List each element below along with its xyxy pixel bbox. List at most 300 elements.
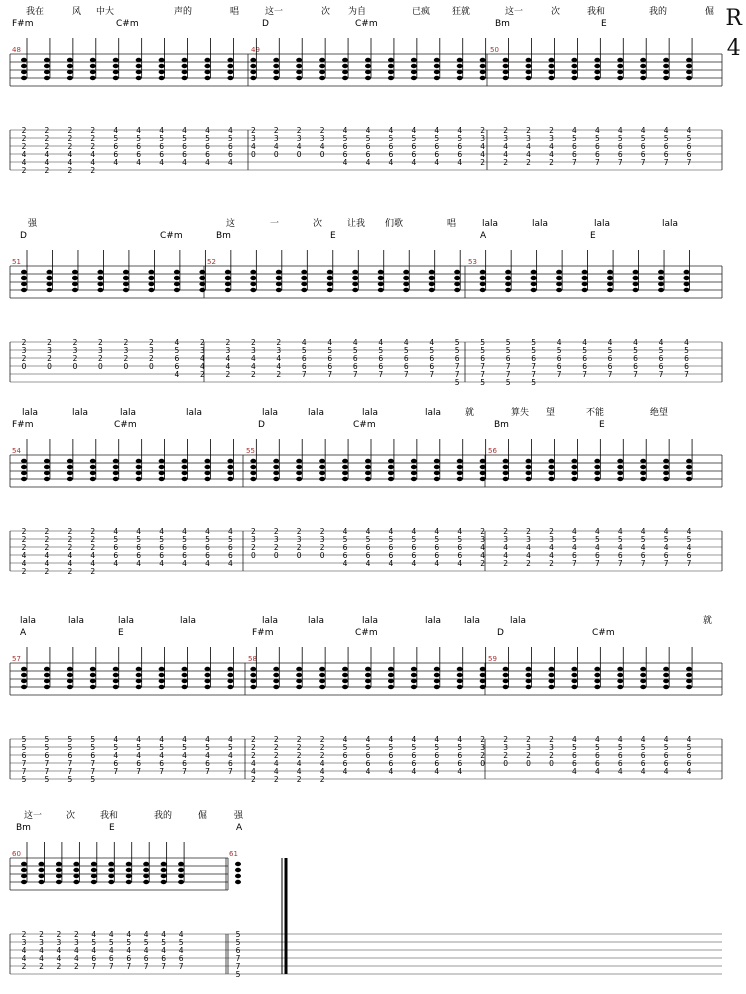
tab-fret: 4: [90, 150, 96, 159]
tab-fret: 5: [531, 378, 537, 387]
note-head: [204, 471, 210, 475]
note-head: [686, 477, 692, 481]
tab-fret: 0: [273, 150, 279, 159]
tab-fret: 5: [434, 743, 440, 752]
tab-fret: 6: [663, 142, 669, 151]
tab-fret: 6: [582, 362, 587, 371]
note-head: [571, 471, 577, 475]
tab-fret: 4: [411, 559, 417, 568]
tab-fret: 6: [617, 150, 623, 159]
note-head: [97, 282, 103, 286]
tab-fret: 4: [526, 142, 531, 151]
tab-fret: 6: [228, 543, 233, 552]
note-head: [113, 667, 119, 671]
tab-fret: 3: [549, 535, 554, 544]
tab-fret: 5: [531, 338, 537, 347]
note-head: [38, 868, 44, 872]
tab-fret: 4: [686, 767, 692, 776]
note-head: [319, 471, 325, 475]
tab-fret: 7: [378, 370, 384, 379]
note-head: [594, 679, 600, 683]
note-head: [296, 477, 302, 481]
note-head: [136, 64, 142, 68]
measure-number: 51: [12, 258, 21, 266]
tab-fret: 3: [250, 535, 256, 544]
tab-fret: 4: [73, 946, 79, 955]
tab-fret: 6: [403, 362, 409, 371]
tab-fret: 2: [526, 126, 531, 135]
tab-fret: 3: [73, 938, 79, 947]
note-head: [113, 471, 119, 475]
tab-fret: 4: [136, 735, 142, 744]
tab-fret: 0: [526, 759, 531, 768]
lyric-syllable: 就: [465, 408, 475, 418]
note-head: [378, 276, 384, 280]
tab-fret: 7: [556, 370, 562, 379]
tab-fret: 4: [21, 158, 27, 167]
tab-fret: 7: [21, 767, 27, 776]
lyric-syllable: lala: [532, 219, 549, 229]
tab-fret: 2: [90, 166, 96, 175]
tab-fret: 4: [388, 559, 394, 568]
tab-fret: 6: [434, 551, 440, 560]
note-head: [204, 70, 210, 74]
note-head: [21, 288, 27, 292]
tab-fret: 4: [178, 946, 184, 955]
tab-fret: 2: [296, 527, 302, 536]
note-head: [273, 477, 279, 481]
tab-fret: 6: [457, 759, 463, 768]
note-head: [457, 679, 463, 683]
note-head: [571, 685, 577, 689]
tab-fret: 7: [572, 158, 577, 167]
note-head: [352, 282, 358, 286]
note-head: [531, 282, 537, 286]
note-head: [571, 673, 577, 677]
note-head: [640, 685, 646, 689]
note-head: [434, 667, 440, 671]
tab-fret: 6: [572, 759, 577, 768]
tab-fret: 2: [319, 751, 325, 760]
tab-fret: 4: [457, 126, 463, 135]
chord-symbol: A: [236, 823, 243, 833]
tab-fret: 4: [480, 551, 486, 560]
chord-symbol: F#m: [12, 19, 34, 29]
tab-fret: 2: [199, 338, 205, 347]
tab-fret: 4: [411, 735, 417, 744]
note-head: [21, 282, 27, 286]
note-head: [365, 667, 371, 671]
chord-symbol: A: [480, 231, 487, 241]
note-head: [607, 282, 613, 286]
tab-fret: 7: [480, 370, 486, 379]
note-head: [480, 459, 486, 463]
note-head: [480, 288, 486, 292]
tab-fret: 4: [90, 551, 96, 560]
note-head: [526, 471, 532, 475]
tab-fret: 2: [503, 735, 508, 744]
note-head: [143, 880, 149, 884]
note-head: [273, 667, 279, 671]
tab-fret: 5: [480, 338, 486, 347]
tab-fret: 4: [21, 551, 27, 560]
note-head: [480, 76, 486, 80]
note-head: [457, 465, 463, 469]
tab-fret: 4: [503, 543, 508, 552]
lyric-syllable: 算失: [511, 408, 530, 418]
note-head: [182, 673, 188, 677]
tab-fret: 5: [617, 134, 623, 143]
lyric-syllable: lala: [262, 408, 279, 418]
tab-fret: 4: [159, 559, 164, 568]
note-head: [159, 673, 165, 677]
note-head: [113, 679, 119, 683]
note-head: [571, 679, 577, 683]
tab-fret: 6: [205, 142, 210, 151]
note-head: [148, 282, 154, 286]
note-head: [454, 270, 460, 274]
note-head: [227, 477, 233, 481]
tab-fret: 6: [342, 142, 348, 151]
tab-fret: 4: [319, 142, 325, 151]
tab-fret: 6: [228, 551, 233, 560]
tab-fret: 4: [126, 946, 132, 955]
tab-fret: 5: [352, 346, 358, 355]
tab-fret: 5: [342, 535, 348, 544]
note-head: [378, 270, 384, 274]
note-head: [640, 465, 646, 469]
note-head: [73, 868, 79, 872]
tab-fret: 4: [365, 158, 371, 167]
tab-fret: 4: [582, 338, 587, 347]
note-head: [526, 70, 532, 74]
lyric-syllable: 这一: [505, 7, 524, 17]
tab-fret: 4: [56, 954, 62, 963]
tab-fret: 4: [199, 362, 205, 371]
tab-fret: 2: [276, 370, 282, 379]
tab-fret: 4: [161, 946, 167, 955]
tab-fret: 5: [182, 743, 187, 752]
tab-fret: 6: [411, 551, 417, 560]
note-head: [571, 459, 577, 463]
note-head: [454, 288, 460, 292]
note-head: [411, 58, 417, 62]
tab-fret: 3: [199, 346, 205, 355]
note-head: [531, 276, 537, 280]
note-head: [276, 282, 282, 286]
tab-fret: 0: [503, 759, 508, 768]
tab-fret: 6: [388, 142, 394, 151]
tab-fret: 5: [228, 134, 233, 143]
tab-fret: 2: [296, 743, 302, 752]
tab-fret: 3: [276, 346, 282, 355]
system-4: [10, 614, 722, 784]
note-head: [411, 685, 417, 689]
tab-fret: 7: [684, 370, 689, 379]
tab-fret: 6: [136, 150, 142, 159]
note-head: [582, 270, 588, 274]
tab-fret: 2: [273, 775, 279, 784]
lyric-syllable: lala: [662, 219, 679, 229]
tab-fret: 3: [72, 346, 78, 355]
note-head: [91, 874, 97, 878]
note-head: [227, 58, 233, 62]
note-head: [342, 70, 348, 74]
tab-fret: 4: [549, 142, 554, 151]
note-head: [204, 679, 210, 683]
note-head: [556, 282, 562, 286]
note-head: [296, 58, 302, 62]
tab-fret: 4: [113, 527, 119, 536]
note-head: [178, 880, 184, 884]
note-head: [526, 679, 532, 683]
measure-number: 50: [490, 46, 499, 54]
note-head: [273, 673, 279, 677]
tab-fret: 4: [113, 735, 119, 744]
note-head: [526, 673, 532, 677]
tab-fret: 4: [342, 158, 348, 167]
note-head: [548, 673, 554, 677]
note-head: [44, 477, 50, 481]
tab-fret: 5: [44, 735, 50, 744]
note-head: [388, 673, 394, 677]
tab-fret: 6: [352, 362, 358, 371]
tab-fret: 2: [296, 543, 302, 552]
tab-fret: 2: [44, 166, 50, 175]
tab-fret: 6: [633, 362, 638, 371]
note-head: [548, 459, 554, 463]
note-head: [457, 667, 463, 671]
tab-fret: 6: [342, 751, 348, 760]
note-head: [457, 76, 463, 80]
tab-fret: 6: [91, 954, 97, 963]
tab-fret: 6: [617, 551, 623, 560]
tab-fret: 7: [663, 158, 669, 167]
tab-fret: 0: [250, 150, 256, 159]
tab-fret: 5: [113, 743, 119, 752]
tab-fret: 5: [159, 535, 164, 544]
tab-fret: 6: [365, 751, 371, 760]
note-head: [296, 459, 302, 463]
tab-fret: 4: [178, 930, 184, 939]
note-head: [582, 288, 588, 292]
tab-fret: 4: [56, 946, 62, 955]
tab-fret: 6: [228, 150, 233, 159]
note-head: [46, 270, 52, 274]
tab-fret: 2: [549, 751, 554, 760]
note-head: [108, 880, 114, 884]
note-head: [174, 270, 180, 274]
note-head: [67, 477, 73, 481]
tab-fret: 2: [549, 126, 554, 135]
tab-fret: 4: [434, 527, 440, 536]
tab-fret: 5: [21, 775, 27, 784]
note-head: [617, 459, 623, 463]
note-head: [273, 679, 279, 683]
note-head: [227, 64, 233, 68]
tab-fret: 5: [434, 134, 440, 143]
note-head: [434, 76, 440, 80]
tab-fret: 4: [174, 370, 180, 379]
tab-fret: 4: [617, 126, 623, 135]
tab-fret: 2: [273, 543, 279, 552]
lyric-syllable: 唱: [230, 7, 240, 17]
tab-fret: 7: [531, 370, 537, 379]
lyric-syllable: lala: [362, 408, 379, 418]
note-head: [159, 667, 165, 671]
tab-fret: 2: [67, 567, 73, 576]
note-head: [686, 471, 692, 475]
tab-fret: 2: [480, 735, 486, 744]
tab-fret: 6: [136, 543, 142, 552]
tab-fret: 2: [319, 527, 325, 536]
tab-fret: 4: [352, 338, 358, 347]
tab-fret: 5: [67, 735, 73, 744]
note-head: [617, 685, 623, 689]
note-head: [342, 58, 348, 62]
note-head: [136, 471, 142, 475]
tab-fret: 2: [67, 543, 73, 552]
note-head: [225, 288, 231, 292]
tab-fret: 7: [640, 158, 646, 167]
tab-fret: 5: [342, 134, 348, 143]
note-head: [67, 673, 73, 677]
note-head: [21, 477, 27, 481]
tab-fret: 5: [617, 535, 623, 544]
tab-fret: 2: [549, 158, 554, 167]
tab-fret: 7: [159, 767, 164, 776]
tab-fret: 4: [205, 559, 210, 568]
tab-fret: 4: [594, 126, 600, 135]
note-head: [273, 471, 279, 475]
tab-fret: 5: [480, 378, 486, 387]
note-head: [658, 288, 664, 292]
note-head: [342, 64, 348, 68]
note-head: [235, 868, 241, 872]
chord-symbol: C#m: [355, 19, 378, 29]
tab-fret: 2: [90, 543, 96, 552]
note-head: [429, 288, 435, 292]
tab-fret: 6: [640, 551, 646, 560]
note-head: [319, 64, 325, 68]
tab-fret: 4: [228, 735, 233, 744]
note-head: [123, 270, 129, 274]
tab-fret: 7: [327, 370, 333, 379]
tab-fret: 3: [250, 346, 256, 355]
tab-fret: 2: [273, 751, 279, 760]
note-head: [548, 70, 554, 74]
note-head: [571, 64, 577, 68]
tab-fret: 2: [480, 158, 486, 167]
note-head: [327, 270, 333, 274]
note-head: [273, 465, 279, 469]
note-head: [503, 58, 509, 62]
tab-fret: 2: [319, 743, 325, 752]
tab-fret: 6: [113, 551, 119, 560]
tab-fret: 5: [411, 535, 417, 544]
tab-fret: 2: [273, 126, 279, 135]
tab-fret: 7: [228, 767, 233, 776]
note-head: [227, 685, 233, 689]
note-head: [503, 471, 509, 475]
tab-fret: 5: [663, 134, 669, 143]
note-head: [663, 70, 669, 74]
tab-fret: 5: [572, 743, 577, 752]
tab-fret: 6: [159, 759, 164, 768]
note-head: [148, 270, 154, 274]
tab-fret: 5: [174, 346, 180, 355]
system-3: [10, 406, 722, 576]
note-head: [91, 880, 97, 884]
note-head: [617, 70, 623, 74]
tab-fret: 6: [411, 751, 417, 760]
chord-symbol: C#m: [114, 420, 137, 430]
note-head: [136, 76, 142, 80]
tab-fret: 7: [658, 370, 664, 379]
lyric-syllable: 中大: [96, 7, 115, 17]
note-head: [365, 58, 371, 62]
note-head: [21, 685, 27, 689]
tab-fret: 2: [56, 962, 62, 971]
note-head: [617, 667, 623, 671]
note-head: [136, 465, 142, 469]
tab-fret: 6: [174, 354, 180, 363]
tab-fret: 5: [113, 134, 119, 143]
note-head: [136, 685, 142, 689]
note-head: [319, 679, 325, 683]
note-head: [296, 667, 302, 671]
tab-fret: 3: [98, 346, 103, 355]
note-head: [503, 76, 509, 80]
lyric-syllable: lala: [464, 616, 481, 626]
tab-fret: 4: [319, 767, 325, 776]
note-head: [434, 679, 440, 683]
note-head: [72, 270, 78, 274]
note-head: [123, 282, 129, 286]
tab-fret: 7: [235, 954, 241, 963]
tab-fret: 4: [572, 543, 577, 552]
note-head: [633, 276, 639, 280]
note-head: [136, 58, 142, 62]
note-head: [21, 70, 27, 74]
tab-fret: 6: [640, 759, 646, 768]
note-head: [123, 276, 129, 280]
note-head: [411, 64, 417, 68]
note-head: [526, 685, 532, 689]
note-head: [159, 465, 165, 469]
tab-fret: 5: [44, 775, 50, 784]
note-head: [174, 288, 180, 292]
tab-fret: 6: [342, 759, 348, 768]
tab-fret: 4: [228, 527, 233, 536]
note-head: [684, 276, 690, 280]
tab-fret: 4: [457, 527, 463, 536]
tab-fret: 2: [250, 527, 256, 536]
tab-fret: 4: [182, 735, 187, 744]
chord-symbol: E: [601, 19, 607, 29]
note-head: [159, 76, 165, 80]
note-head: [136, 679, 142, 683]
note-head: [480, 685, 486, 689]
note-head: [556, 288, 562, 292]
tab-fret: 2: [90, 535, 96, 544]
note-head: [429, 270, 435, 274]
note-head: [582, 282, 588, 286]
tab-fret: 5: [136, 134, 142, 143]
note-head: [571, 76, 577, 80]
note-head: [365, 459, 371, 463]
note-head: [556, 276, 562, 280]
